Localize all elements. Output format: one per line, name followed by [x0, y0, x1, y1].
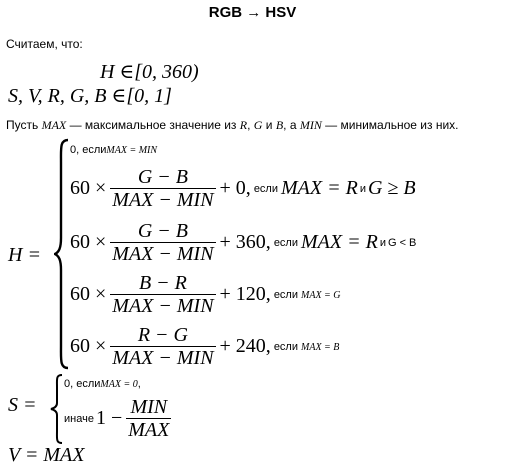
h-case-4-add: + 120,: [219, 283, 271, 305]
h-case-1: [70, 144, 157, 156]
h-case-2-den: MAX − MIN: [112, 189, 214, 211]
h-case-3-and: и: [379, 236, 386, 249]
h-case-3-coef: 60 ×: [70, 231, 107, 253]
h-case-4: [70, 272, 341, 317]
h-case-3-add: + 360,: [219, 231, 271, 253]
h-case-3-cond-b: G < B: [387, 236, 417, 249]
h-case-4-if: если: [273, 288, 298, 301]
min-symbol: MIN: [299, 118, 322, 132]
h-case-2: [70, 166, 416, 211]
h-case-4-fraction: [110, 272, 215, 317]
h-case-3-fraction: [110, 220, 215, 265]
maxmin-and: и: [262, 118, 276, 132]
s-case-2-den: MAX: [128, 419, 170, 441]
h-case-5-cond: MAX = B: [301, 341, 340, 353]
h-case-5-if: если: [273, 340, 298, 353]
s-case-2-text: иначе: [64, 412, 94, 425]
h-case-1-text: 0, если: [70, 144, 107, 156]
s-case-1-cond: MAX = 0: [100, 379, 138, 390]
s-case-2: [64, 396, 175, 441]
h-case-3: [70, 220, 416, 265]
maxmin-definition: [6, 118, 458, 133]
s-case-1-text: 0, если: [64, 378, 101, 390]
r-symbol: R: [239, 118, 248, 132]
h-case-2-cond-b: G ≥ B: [367, 177, 416, 199]
h-case-5-fraction: [110, 324, 215, 369]
maxmin-text-3: , а: [283, 118, 300, 132]
h-case-3-num: G − B: [137, 220, 188, 242]
h-case-5-add: + 240,: [219, 335, 271, 357]
h-case-5: [70, 324, 339, 369]
s-case-1: [64, 378, 141, 390]
maxmin-comma: ,: [247, 118, 254, 132]
max-symbol: MAX: [41, 118, 67, 132]
h-case-3-den: MAX − MIN: [112, 243, 214, 265]
h-case-3-cond-a: MAX = R: [301, 231, 378, 253]
h-case-2-fraction: [110, 166, 215, 211]
h-case-4-num: B − R: [138, 272, 187, 294]
v-formula: V = MAX: [8, 444, 85, 466]
b-symbol: B: [275, 118, 284, 132]
h-formula-lhs: H =: [8, 244, 41, 266]
h-case-5-den: MAX − MIN: [112, 347, 214, 369]
h-brace-icon: [54, 138, 70, 370]
h-case-2-num: G − B: [137, 166, 188, 188]
svrgb-range-formula: S, V, R, G, B ∈[0, 1]: [8, 85, 172, 107]
s-case-1-tail: ,: [137, 378, 141, 390]
h-case-2-coef: 60 ×: [70, 177, 107, 199]
h-case-2-if: если: [253, 182, 278, 195]
maxmin-text-4: — минимальное из них.: [321, 118, 459, 132]
h-case-1-cond: MAX = MIN: [106, 145, 158, 156]
h-case-5-coef: 60 ×: [70, 335, 107, 357]
s-case-2-fraction: [126, 396, 171, 441]
h-case-2-add: + 0,: [219, 177, 251, 199]
maxmin-text-1: Пусть: [6, 118, 42, 132]
h-case-2-cond-a: MAX = R: [281, 177, 358, 199]
g-symbol: G: [253, 118, 263, 132]
h-case-4-cond: MAX = G: [301, 289, 341, 301]
h-range-formula: H ∈[0, 360): [100, 61, 199, 83]
s-formula-lhs: S =: [8, 394, 37, 416]
h-case-3-if: если: [273, 236, 298, 249]
s-case-2-num: MIN: [130, 396, 168, 418]
intro-text: Считаем, что:: [6, 37, 83, 51]
h-case-2-and: и: [359, 182, 366, 195]
maxmin-text-2: — максимальное значение из: [66, 118, 240, 132]
s-brace-icon: [50, 373, 64, 445]
h-case-5-num: R − G: [137, 324, 188, 346]
s-case-2-expr: 1 −: [95, 407, 123, 429]
page-title: RGB → HSV: [208, 4, 297, 21]
h-case-4-den: MAX − MIN: [112, 295, 214, 317]
h-case-4-coef: 60 ×: [70, 283, 107, 305]
